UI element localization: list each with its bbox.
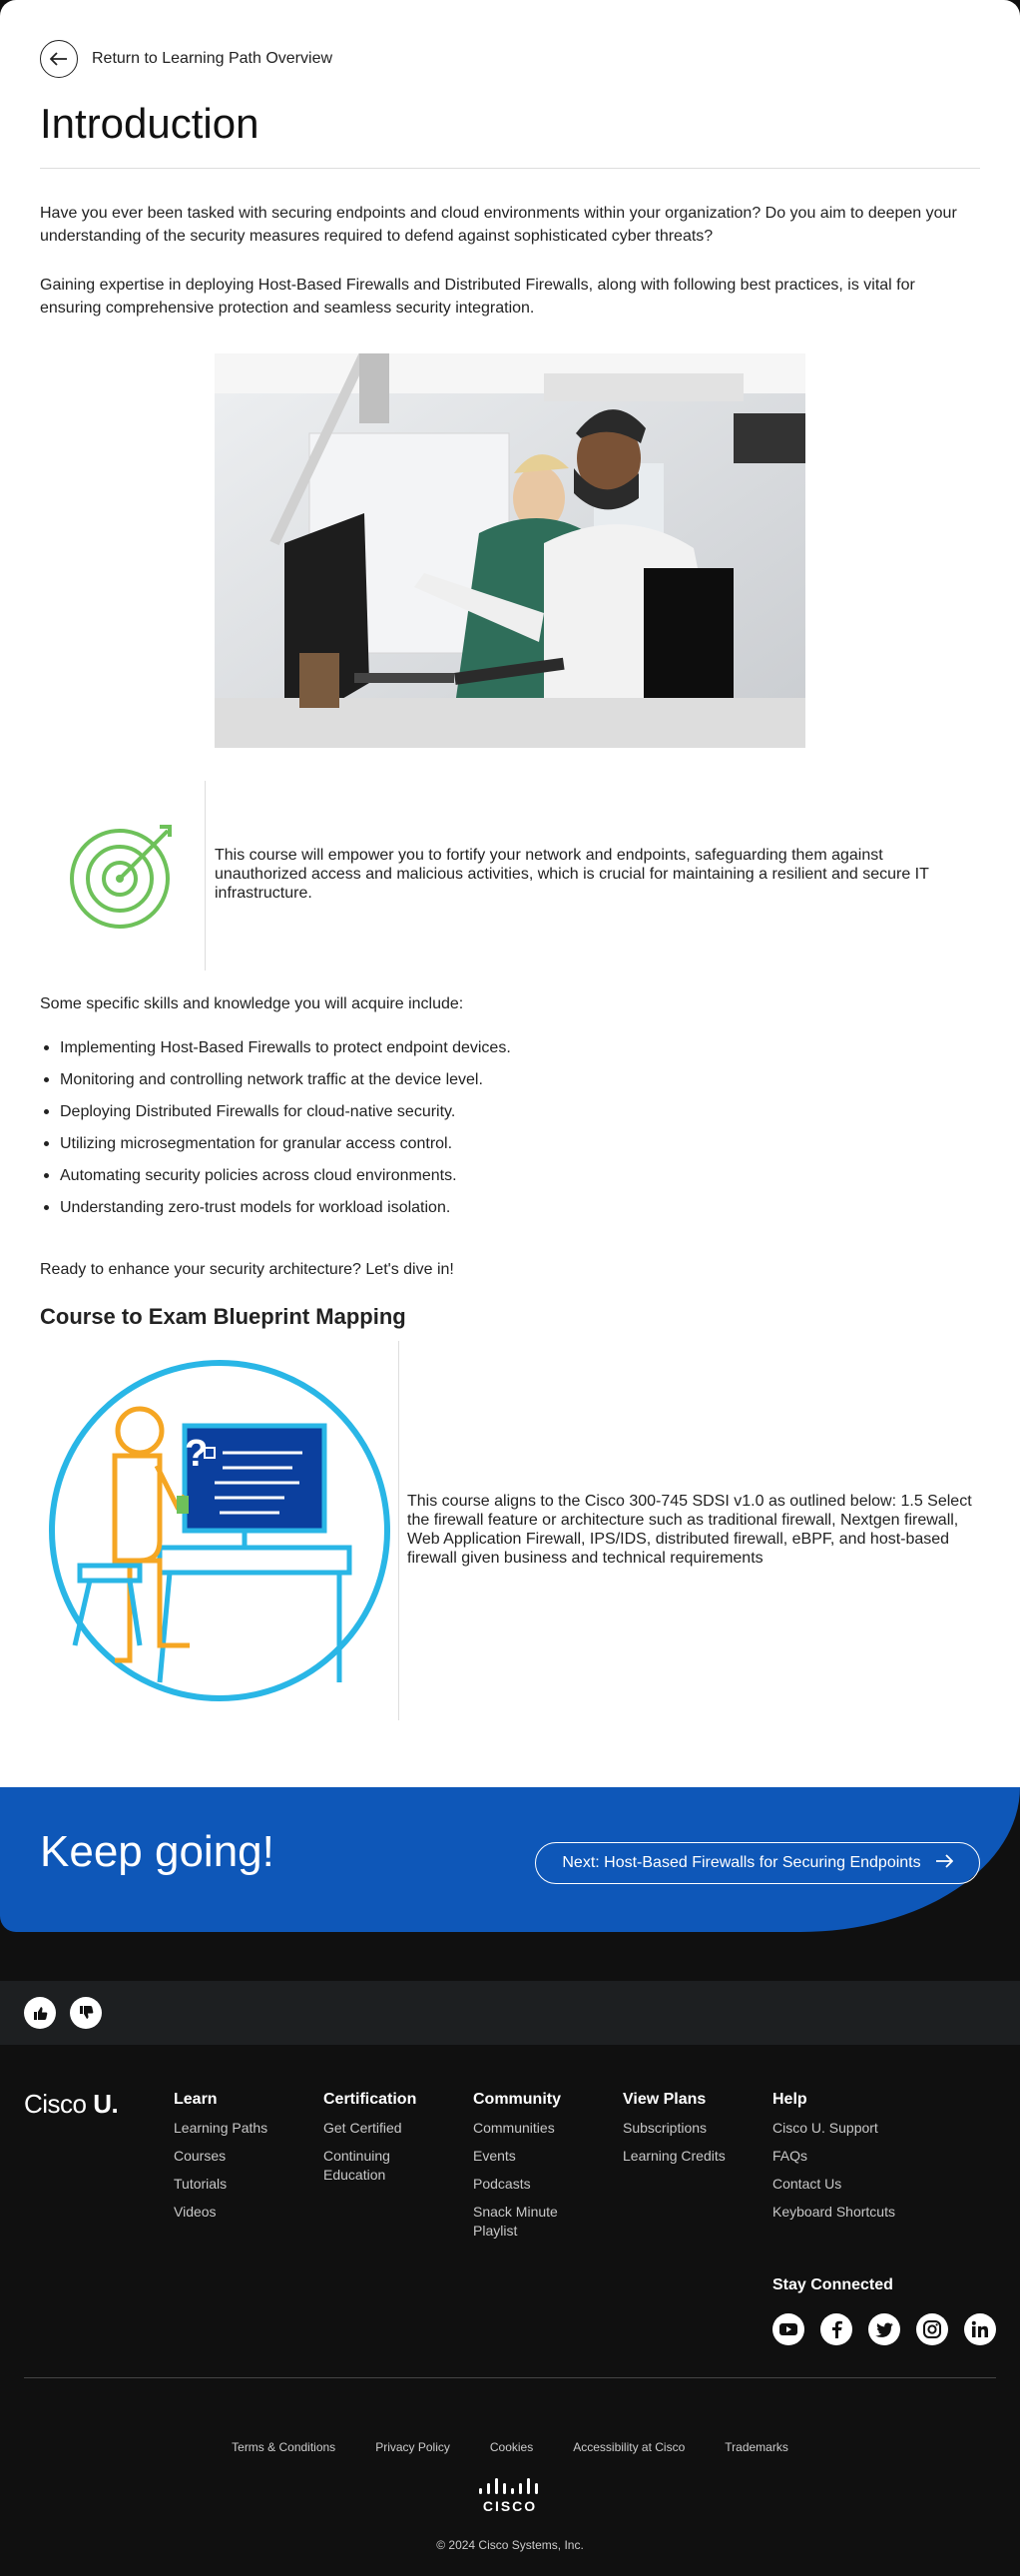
list-item: Utilizing microsegmentation for granular access control. [40,1134,511,1166]
footer-divider [24,2377,996,2378]
footer-link[interactable]: Get Certified [323,2120,402,2136]
footer-link[interactable]: Contact Us [772,2176,842,2192]
footer-column-certification [323,2091,423,2194]
footer-link[interactable]: Videos [174,2204,217,2220]
footer-column-help [772,2091,972,2231]
next-lesson-label: Next: Host-Based Firewalls for Securing Endpoints [562,1854,921,1871]
cisco-bars-icon [478,2478,542,2496]
instagram-icon[interactable] [916,2313,948,2345]
legal-link[interactable]: Cookies [489,2440,534,2454]
footer-link[interactable]: Tutorials [174,2176,228,2192]
footer-column-title: Community [473,2091,561,2108]
footer-column-learn [174,2091,313,2231]
footer-link[interactable]: Cisco U. Support [772,2120,878,2136]
linkedin-icon[interactable] [964,2313,996,2345]
twitter-icon[interactable] [868,2313,900,2345]
list-item: Implementing Host-Based Firewalls to protect endpoint devices. [40,1038,511,1070]
callout-text: This course will empower you to fortify your network and endpoints, safeguarding them against unauthorized access and malicious activities, which is crucial for maintaining a resilient and secure IT infrastructure. [215,847,929,902]
list-item: Deploying Distributed Firewalls for cloud-native security. [40,1102,511,1134]
footer-link[interactable]: Snack Minute Playlist [473,2204,558,2239]
back-link-label: Return to Learning Path Overview [92,50,333,67]
skills-closing: Ready to enhance your security architecture? Let's dive in! [40,1261,454,1278]
footer-link[interactable]: Courses [174,2148,227,2164]
hero-image [215,353,805,748]
blueprint-text: This course aligns to the Cisco 300-745 SDSI v1.0 as outlined below: 1.5 Select the firewall feature or architecture such as traditional firewall, Nextgen firewall, Web Application Firewall, IPS/IDS, distributed firewall, eBPF, and host-based firewall given business and technical requirements [407,1493,972,1567]
list-item: Monitoring and controlling network traffic at the device level. [40,1070,511,1102]
social-links [772,2313,996,2345]
divider [40,168,980,169]
facebook-icon[interactable] [820,2313,852,2345]
list-item: Automating security policies across cloud environments. [40,1166,511,1198]
footer-column-title: Certification [323,2091,417,2108]
footer-link[interactable]: Continuing Education [323,2148,390,2183]
footer-column-view-plans [623,2091,763,2175]
legal-link[interactable]: Trademarks [725,2440,788,2454]
logo-bold: U. [93,2089,119,2119]
youtube-icon[interactable] [772,2313,804,2345]
copyright: © 2024 Cisco Systems, Inc. [436,2538,584,2552]
keep-going-heading: Keep going! [40,1827,274,1876]
footer-column-title: View Plans [623,2091,707,2108]
legal-link[interactable]: Privacy Policy [375,2440,450,2454]
list-item: Understanding zero-trust models for workload isolation. [40,1198,511,1230]
arrow-left-icon [40,40,78,78]
feedback-bar [0,1981,1020,2045]
blueprint-heading: Course to Exam Blueprint Mapping [40,1304,406,1329]
intro-paragraph-2: Gaining expertise in deploying Host-Based Firewalls and Distributed Firewalls, along with following best practices, is vital for ensuring comprehensive protection and seamless security integration. [40,277,915,317]
footer-link[interactable]: Events [473,2148,516,2164]
exam-illustration-icon [40,1341,399,1720]
logo-text: Cisco [24,2089,87,2119]
legal-links [0,2440,1020,2454]
keep-going-banner [0,1787,1020,1932]
footer-column-community [473,2091,583,2250]
footer-link[interactable]: Learning Credits [623,2148,726,2164]
footer-link[interactable]: Keyboard Shortcuts [772,2204,895,2220]
footer-column-title: Help [772,2091,807,2108]
footer-link[interactable]: Subscriptions [623,2120,708,2136]
svg-text:?: ? [184,1433,208,1475]
arrow-right-icon [935,1854,953,1873]
thumbs-down-icon[interactable] [70,1997,102,2029]
footer-column-title: Learn [174,2091,218,2108]
page-title: Introduction [40,100,259,147]
cisco-word: CISCO [482,2498,538,2514]
thumbs-up-icon[interactable] [24,1997,56,2029]
legal-link[interactable]: Terms & Conditions [232,2440,336,2454]
skills-heading: Some specific skills and knowledge you will acquire include: [40,995,464,1012]
next-lesson-button[interactable] [535,1842,980,1884]
footer-link[interactable]: Communities [473,2120,555,2136]
target-icon [40,781,206,970]
footer-link[interactable]: Podcasts [473,2176,531,2192]
cisco-logo[interactable] [0,2478,1020,2514]
intro-paragraph-1: Have you ever been tasked with securing endpoints and cloud environments within your organization? Do you aim to deepen your understanding of the security measures required to defend against sophisticated cyber threats? [40,205,957,245]
cisco-u-logo[interactable] [24,2089,118,2120]
footer-link[interactable]: Learning Paths [174,2120,268,2136]
back-link[interactable] [40,40,332,78]
legal-link[interactable]: Accessibility at Cisco [573,2440,686,2454]
skills-list [40,1038,511,1230]
footer-link[interactable]: FAQs [772,2148,808,2164]
stay-connected-heading: Stay Connected [772,2276,893,2293]
